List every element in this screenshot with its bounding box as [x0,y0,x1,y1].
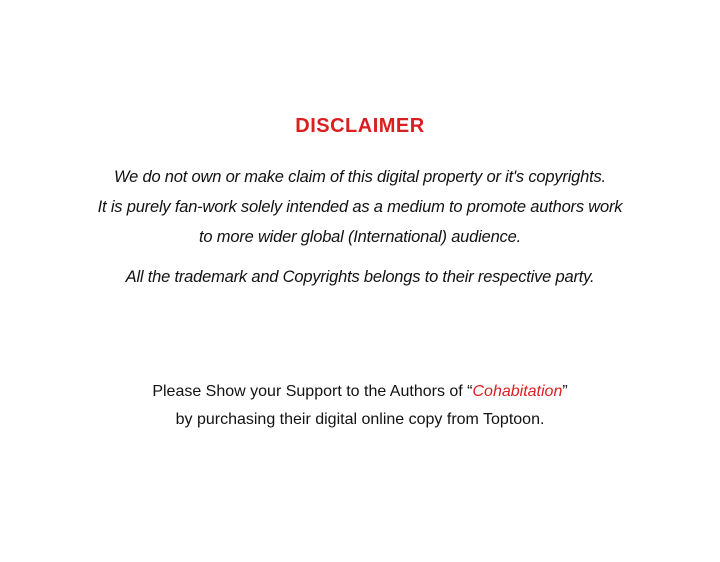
support-line-2: by purchasing their digital online copy from Toptoon. [175,411,545,428]
support-paragraph [0,378,720,434]
disclaimer-paragraph [0,162,720,252]
support-line-1-prefix: Please Show your Support to the Authors of “ [152,383,473,400]
trademark-statement: All the trademark and Copyrights belongs to their respective party. [125,268,595,286]
disclaimer-line-1: We do not own or make claim of this digital property or it's copyrights. [114,168,606,186]
disclaimer-title: DISCLAIMER [295,115,425,137]
disclaimer-line-3: to more wider global (International) audience. [199,228,521,246]
series-title: Cohabitation [472,383,563,400]
disclaimer-line-2: It is purely fan-work solely intended as a medium to promote authors work [97,198,623,216]
support-line-1 [0,378,720,406]
disclaimer-content [0,115,720,434]
support-line-1-suffix: ” [562,383,568,400]
